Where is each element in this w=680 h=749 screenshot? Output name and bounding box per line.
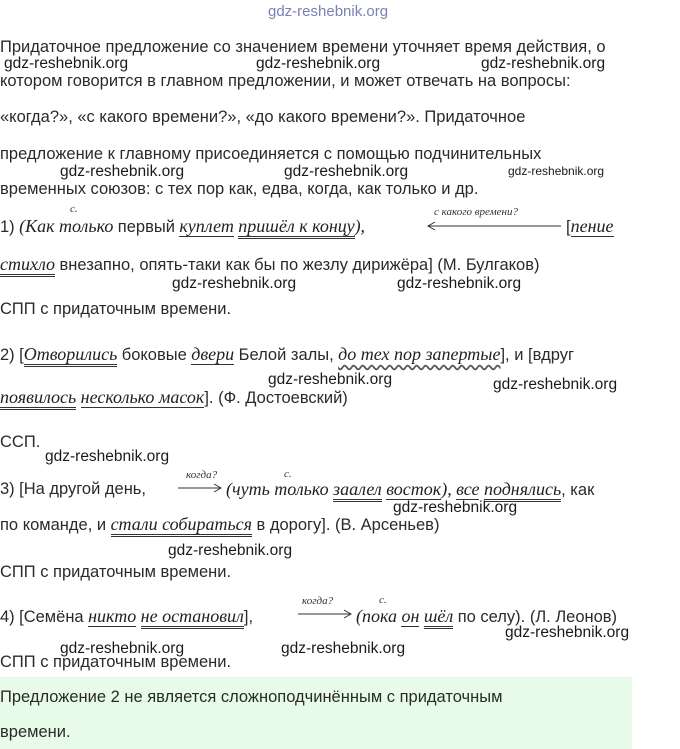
watermark: gdz-reshebnik.org bbox=[393, 499, 518, 516]
arrow-left-icon bbox=[425, 218, 565, 232]
bracket: ), bbox=[354, 216, 366, 236]
word: первый bbox=[117, 218, 175, 236]
conjunction-mark: с. bbox=[70, 203, 78, 215]
example-number: 3) bbox=[0, 480, 15, 498]
subject: он bbox=[401, 606, 420, 626]
watermark: gdz-reshebnik.org bbox=[508, 164, 605, 178]
example-number: 1) bbox=[0, 218, 15, 236]
bracket: ( bbox=[226, 479, 232, 499]
adverbial: до тех пор запертые bbox=[338, 344, 501, 364]
intro-line-5: временных союзов: с тех пор как, едва, когда, как только и др. bbox=[0, 180, 479, 198]
conjunction: пока bbox=[362, 606, 397, 626]
text: [На другой день, bbox=[19, 480, 146, 498]
subject: восток bbox=[386, 479, 442, 499]
watermark-top[interactable]: gdz-reshebnik.org bbox=[268, 3, 389, 20]
example-2-line-1 bbox=[0, 344, 574, 365]
word: Белой залы, bbox=[238, 346, 334, 364]
arrow-right-icon bbox=[176, 480, 224, 494]
conjunction: чуть только bbox=[232, 479, 329, 499]
watermark: gdz-reshebnik.org bbox=[268, 371, 393, 388]
bracket: ( bbox=[356, 606, 362, 626]
intro-line-2: котором говорится в главном предложении, и может отвечать на вопросы: bbox=[0, 72, 571, 90]
watermark: gdz-reshebnik.org bbox=[4, 55, 129, 72]
example-4-line-1 bbox=[0, 606, 253, 627]
example-3-line-2 bbox=[0, 514, 439, 535]
subject: никто bbox=[88, 606, 137, 626]
watermark: gdz-reshebnik.org bbox=[60, 163, 185, 180]
example-1-type: СПП с придаточным времени. bbox=[0, 300, 232, 318]
example-1-line-2 bbox=[0, 254, 539, 275]
subject: несколько масок bbox=[80, 387, 205, 407]
text: ]. (Ф. Достоевский) bbox=[204, 389, 348, 407]
example-1-main-start bbox=[566, 216, 614, 237]
watermark: gdz-reshebnik.org bbox=[172, 275, 297, 292]
word: боковые bbox=[121, 346, 187, 364]
example-2-line-2 bbox=[0, 387, 348, 408]
text: ], и [вдруг bbox=[500, 346, 575, 364]
predicate: поднялись bbox=[484, 479, 561, 502]
bracket: ( bbox=[19, 216, 26, 236]
watermark: gdz-reshebnik.org bbox=[481, 55, 606, 72]
answer-line-1: Предложение 2 не является сложноподчинённым с придаточным bbox=[0, 688, 503, 706]
text: [Семёна bbox=[19, 608, 84, 626]
predicate: пришёл к концу bbox=[238, 216, 354, 239]
watermark: gdz-reshebnik.org bbox=[256, 55, 381, 72]
subject: двери bbox=[191, 344, 235, 364]
text: по команде, и bbox=[0, 516, 107, 534]
text: по селу). (Л. Леонов) bbox=[457, 608, 618, 626]
watermark: gdz-reshebnik.org bbox=[60, 640, 185, 657]
conjunction-mark: с. bbox=[379, 594, 387, 606]
answer-line-2: времени. bbox=[0, 723, 71, 741]
example-number: 4) bbox=[0, 608, 15, 626]
example-3-type: СПП с придаточным времени. bbox=[0, 563, 232, 581]
watermark: gdz-reshebnik.org bbox=[284, 163, 409, 180]
predicate: Отворились bbox=[24, 344, 118, 367]
subject: все bbox=[456, 479, 480, 499]
watermark: gdz-reshebnik.org bbox=[397, 275, 522, 292]
text: в дорогу]. (В. Арсеньев) bbox=[256, 516, 440, 534]
question-label: с какого времени? bbox=[434, 206, 519, 218]
conjunction: Как только bbox=[25, 216, 114, 236]
example-number: 2) bbox=[0, 346, 15, 364]
bracket: ], bbox=[243, 608, 254, 626]
bracket: ), bbox=[441, 479, 452, 499]
example-3-line-1 bbox=[0, 479, 146, 499]
question-label: когда? bbox=[186, 469, 218, 481]
subject: пение bbox=[570, 216, 614, 236]
watermark: gdz-reshebnik.org bbox=[281, 640, 406, 657]
predicate: не остановил bbox=[141, 606, 244, 629]
example-4-type: СПП с придаточным времени. bbox=[0, 653, 232, 671]
intro-line-1: Придаточное предложение со значением времени уточняет время действия, о bbox=[0, 38, 606, 56]
subject: куплет bbox=[179, 216, 234, 236]
example-2-type: ССП. bbox=[0, 433, 41, 451]
example-1-line-1 bbox=[0, 216, 365, 237]
intro-line-3: «когда?», «с какого времени?», «до какого времени?». Придаточное bbox=[0, 108, 526, 126]
watermark: gdz-reshebnik.org bbox=[493, 376, 618, 393]
predicate: шёл bbox=[424, 606, 453, 629]
text: внезапно, опять-таки как бы по жезлу дирижёра] (М. Булгаков) bbox=[59, 256, 540, 274]
bracket: [ bbox=[19, 346, 24, 364]
watermark: gdz-reshebnik.org bbox=[168, 542, 293, 559]
arrow-right-icon bbox=[296, 606, 354, 620]
predicate: стали собираться bbox=[111, 514, 252, 537]
question-label: когда? bbox=[302, 595, 334, 607]
predicate: заалел bbox=[333, 479, 382, 502]
predicate: стихло bbox=[0, 254, 55, 277]
text: , как bbox=[561, 481, 595, 499]
watermark: gdz-reshebnik.org bbox=[505, 624, 630, 641]
predicate: появилось bbox=[0, 387, 76, 410]
conjunction-mark: с. bbox=[284, 468, 292, 480]
bracket: [ bbox=[566, 218, 571, 236]
watermark: gdz-reshebnik.org bbox=[45, 448, 170, 465]
intro-line-4: предложение к главному присоединяется с помощью подчинительных bbox=[0, 145, 542, 163]
example-3-clause bbox=[226, 479, 594, 500]
